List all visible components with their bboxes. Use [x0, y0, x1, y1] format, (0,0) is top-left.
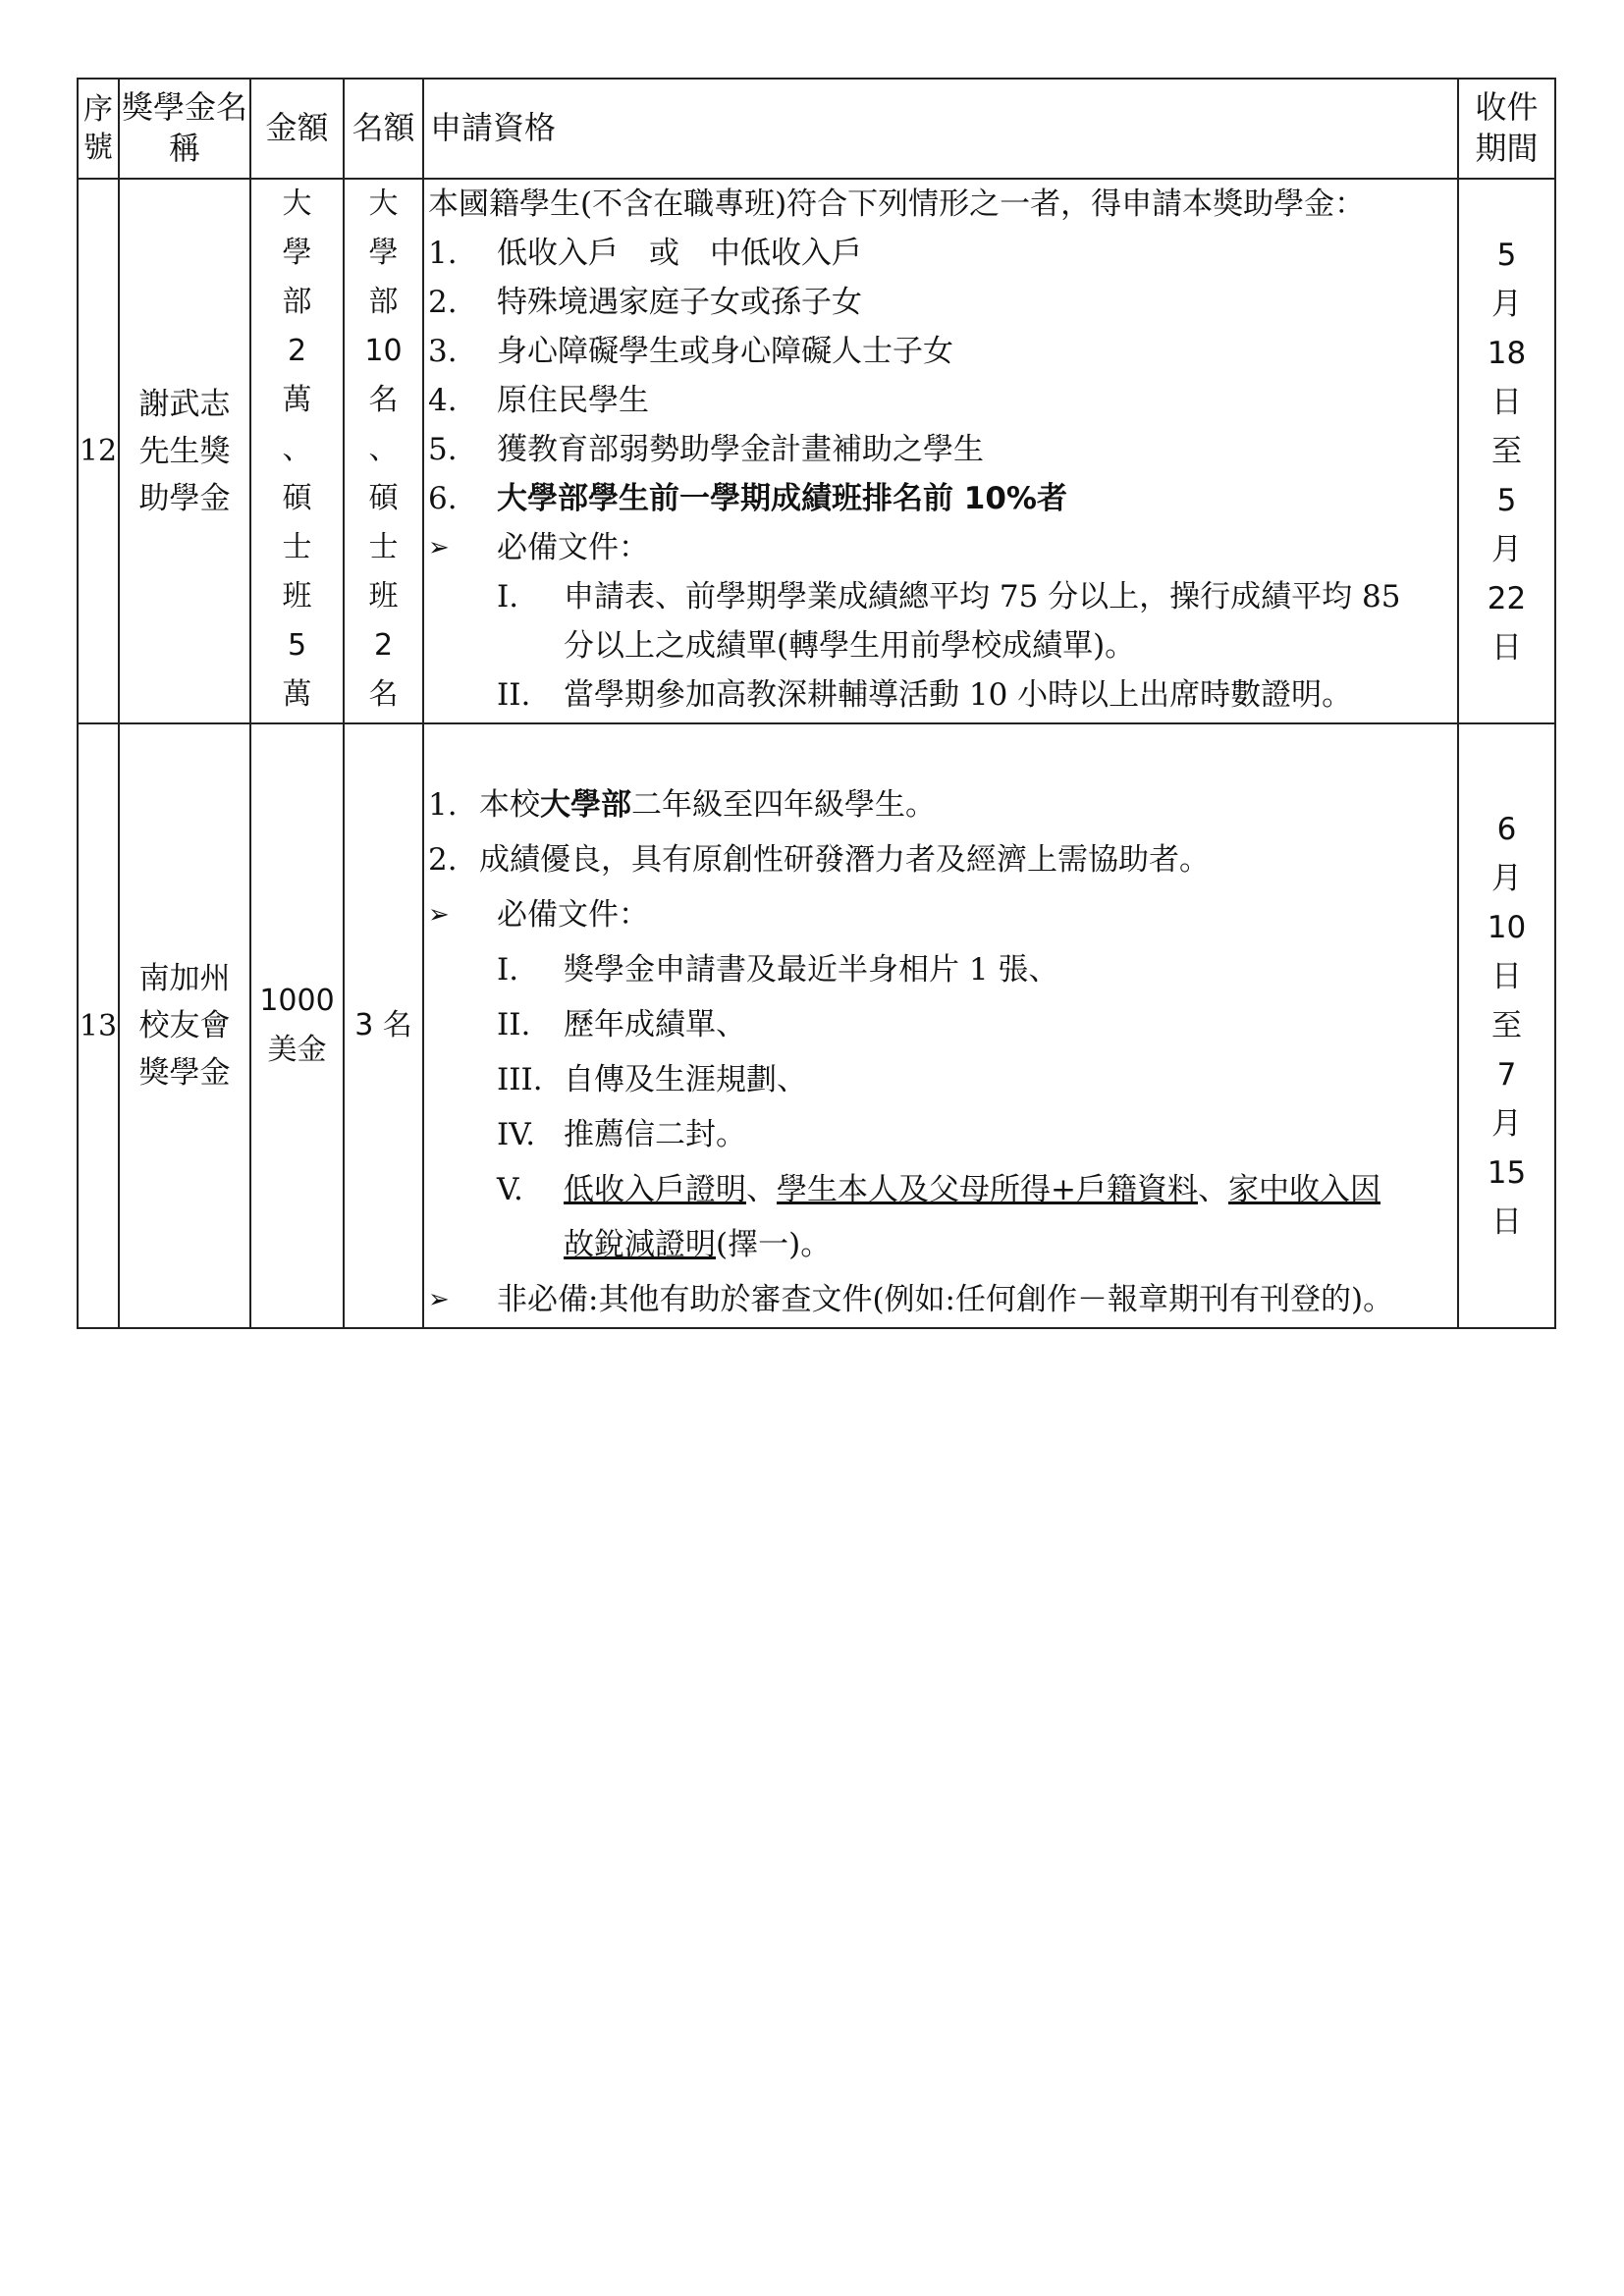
name-line: 助學金: [138, 480, 231, 516]
doc-item: [428, 1107, 1457, 1162]
name-line: 獎學金: [138, 1055, 231, 1091]
amount-char: 2: [287, 334, 307, 368]
table-row: [78, 723, 1555, 1328]
item-text: 成績優良，具有原創性研發潛力者及經濟上需協助者。: [479, 842, 1210, 878]
period-char: 7: [1496, 1057, 1517, 1093]
quota-cell: [344, 723, 423, 1328]
amount-cell: [250, 179, 344, 723]
quota-char: 部: [368, 285, 399, 319]
doc-text: 當學期參加高教深耕輔導活動 10 小時以上出席時數證明。: [564, 677, 1353, 713]
scholarship-table: [77, 78, 1556, 1329]
period-char: 月: [1491, 861, 1522, 896]
period-char: 10: [1487, 910, 1527, 945]
quota-char: 碩: [368, 481, 399, 515]
quota-char: 學: [368, 236, 399, 270]
list-item: [428, 229, 1457, 278]
amount-line: 美金: [267, 1033, 327, 1067]
period-char: 6: [1496, 812, 1517, 847]
doc-number: II.: [497, 677, 531, 713]
qualification-cell: [423, 723, 1458, 1328]
amount-char: 部: [282, 285, 312, 319]
amount-char: 萬: [282, 677, 312, 712]
row-seq: 13: [78, 723, 119, 1328]
header-seq: 序號: [78, 79, 119, 179]
header-period: 收件期間: [1458, 79, 1555, 179]
doc-text: 申請表、前學期學業成績總平均 75 分以上，操行成績平均 85: [564, 579, 1401, 614]
doc-text: 、: [1197, 1172, 1228, 1207]
item-text: 特殊境遇家庭子女或孫子女: [497, 285, 862, 320]
item-number: 2.: [428, 285, 458, 320]
doc-number: II.: [497, 1007, 531, 1042]
doc-text: (擇一)。: [716, 1227, 832, 1262]
docs-heading: [428, 887, 1457, 942]
qualification-cell: [423, 179, 1458, 723]
doc-number: I.: [497, 952, 519, 988]
item-number: 3.: [428, 334, 458, 369]
arrow-bullet-icon: ➢: [428, 900, 450, 930]
quota-char: 名: [368, 677, 399, 712]
amount-char: 5: [287, 628, 307, 663]
row-seq: 12: [78, 179, 119, 723]
quota-char: 名: [368, 383, 399, 417]
doc-item: [428, 997, 1457, 1052]
item-text: 本校: [479, 787, 540, 823]
scholarship-name: [119, 179, 250, 723]
doc-text-underlined: 家中收入因: [1227, 1172, 1380, 1207]
doc-number: III.: [497, 1062, 543, 1097]
header-row: [78, 79, 1555, 179]
list-item: [428, 376, 1457, 425]
amount-char: 士: [282, 530, 312, 564]
period-cell: [1458, 179, 1555, 723]
item-text: 身心障礙學生或身心障礙人士子女: [497, 334, 953, 369]
header-qualification: 申請資格: [423, 79, 1458, 179]
item-number: 2.: [428, 842, 458, 878]
amount-char: 、: [282, 432, 312, 466]
doc-text: 歷年成績單、: [564, 1007, 746, 1042]
arrow-bullet-icon: ➢: [428, 533, 450, 562]
docs-label: 必備文件：: [497, 897, 649, 933]
item-text: 二年級至四年級學生。: [631, 787, 936, 823]
doc-text-underlined: 低收入戶證明: [564, 1172, 746, 1207]
period-char: 5: [1496, 482, 1517, 518]
period-char: 日: [1491, 959, 1522, 994]
period-char: 22: [1487, 580, 1527, 616]
docs-label: 必備文件：: [497, 530, 649, 565]
qual-intro: 本國籍學生(不含在職專班)符合下列情形之一者，得申請本獎助學金：: [428, 187, 1366, 222]
period-char: 日: [1491, 384, 1522, 420]
list-item: [428, 327, 1457, 376]
quota-char: 10: [364, 334, 403, 368]
period-char: 月: [1491, 286, 1522, 322]
item-text: 大學部學生前一學期成績班排名前 10%者: [497, 481, 1067, 516]
amount-char: 萬: [282, 383, 312, 417]
doc-item-cont: [428, 1217, 1457, 1272]
quota-char: 大: [368, 187, 399, 221]
amount-line: 1000: [259, 984, 335, 1018]
period-char: 至: [1491, 433, 1522, 469]
doc-text: 自傳及生涯規劃、: [564, 1062, 807, 1097]
optional-docs: [428, 1272, 1457, 1327]
item-number: 4.: [428, 383, 458, 418]
period-cell: [1458, 723, 1555, 1328]
name-line: 南加州: [138, 961, 231, 996]
doc-number: V.: [497, 1172, 523, 1207]
amount-char: 大: [282, 187, 312, 221]
header-name: 獎學金名稱: [119, 79, 250, 179]
item-number: 5.: [428, 432, 458, 467]
item-number: 1.: [428, 236, 458, 271]
quota-line: 3 名: [354, 1008, 412, 1042]
docs-heading: [428, 523, 1457, 572]
table-row: [78, 179, 1555, 723]
doc-text-underlined: 故銳減證明: [564, 1227, 716, 1262]
doc-text: 獎學金申請書及最近半身相片 1 張、: [564, 952, 1059, 988]
name-line: 謝武志: [138, 386, 231, 422]
doc-number: IV.: [497, 1117, 536, 1152]
period-char: 日: [1491, 629, 1522, 666]
doc-item: [428, 1052, 1457, 1107]
period-char: 至: [1491, 1008, 1522, 1043]
list-item: [428, 832, 1457, 887]
doc-text: 、: [746, 1172, 777, 1207]
list-item: [428, 777, 1457, 832]
name-line: 校友會: [138, 1008, 231, 1043]
header-amount: 金額: [250, 79, 344, 179]
quota-char: 士: [368, 530, 399, 564]
period-char: 月: [1491, 1106, 1522, 1142]
doc-item-cont: 分以上之成績單(轉學生用前學校成績單)。: [564, 628, 1136, 664]
item-text-bold: 大學部: [540, 787, 631, 823]
period-char: 月: [1491, 531, 1522, 567]
list-item: [428, 425, 1457, 474]
period-char: 日: [1491, 1204, 1522, 1240]
item-text: 獲教育部弱勢助學金計畫補助之學生: [497, 432, 984, 467]
name-line: 先生獎: [138, 433, 231, 469]
doc-item: [428, 942, 1457, 997]
scholarship-name: [119, 723, 250, 1328]
list-item: [428, 474, 1457, 523]
doc-item: [428, 572, 1457, 621]
list-item: [428, 278, 1457, 327]
amount-char: 碩: [282, 481, 312, 515]
item-text: 低收入戶 或 中低收入戶: [497, 236, 862, 271]
quota-char: 班: [368, 579, 399, 614]
arrow-bullet-icon: ➢: [428, 1285, 450, 1314]
optional-text: 非必備:其他有助於審查文件(例如:任何創作－報章期刊有刊登的)。: [497, 1282, 1394, 1317]
period-char: 15: [1487, 1155, 1527, 1191]
amount-char: 學: [282, 236, 312, 270]
quota-cell: [344, 179, 423, 723]
amount-cell: [250, 723, 344, 1328]
item-number: 1.: [428, 787, 458, 823]
doc-item: [428, 670, 1457, 720]
doc-text: 推薦信二封。: [564, 1117, 746, 1152]
item-text: 原住民學生: [497, 383, 649, 418]
doc-text-underlined: 學生本人及父母所得+戶籍資料: [777, 1172, 1198, 1207]
amount-char: 班: [282, 579, 312, 614]
period-char: 5: [1496, 237, 1517, 273]
item-number: 6.: [428, 481, 458, 516]
quota-char: 、: [368, 432, 399, 466]
header-quota: 名額: [344, 79, 423, 179]
doc-number: I.: [497, 579, 519, 614]
doc-item: [428, 1162, 1457, 1217]
period-char: 18: [1487, 335, 1527, 371]
quota-char: 2: [373, 628, 394, 663]
